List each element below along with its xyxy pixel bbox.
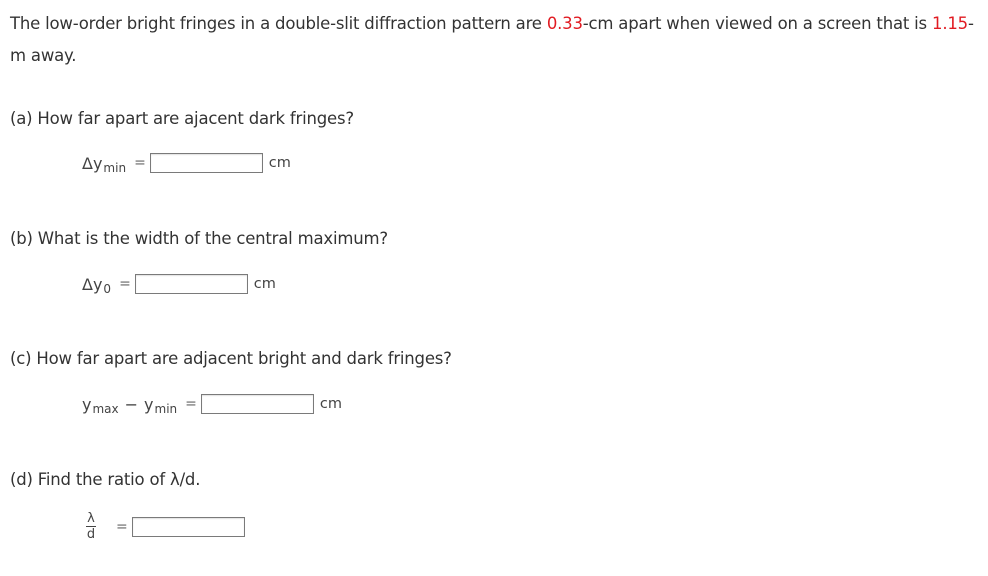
zero-subscript: 0 <box>103 281 112 296</box>
unit-label-b: cm <box>253 276 276 292</box>
problem-statement <box>10 8 980 72</box>
min-subscript: min <box>154 401 178 416</box>
intro-text-2: -cm apart when viewed on a screen that is <box>582 14 933 33</box>
min-subscript: min <box>103 160 127 175</box>
answer-row-d <box>86 512 245 541</box>
y-symbol: y <box>82 394 92 414</box>
y-symbol: y <box>144 394 154 414</box>
question-d: (d) Find the ratio of λ/d. <box>10 470 201 489</box>
question-a: (a) How far apart are ajacent dark fringes? <box>10 109 354 128</box>
unit-label-a: cm <box>268 155 291 171</box>
ymax-minus-ymin-label <box>82 395 177 414</box>
delta-y-symbol: Δy <box>82 153 103 173</box>
answer-row-a <box>82 153 291 173</box>
answer-b-input[interactable] <box>135 274 248 294</box>
answer-row-b <box>82 274 276 294</box>
equals-sign: = <box>119 276 131 292</box>
lambda-symbol: λ <box>87 511 95 526</box>
equals-sign: = <box>185 396 197 412</box>
lambda-over-d-fraction <box>86 512 96 541</box>
intro-text-1: The low-order bright fringes in a double-slit diffraction pattern are <box>10 14 547 33</box>
answer-a-input[interactable] <box>150 153 263 173</box>
answer-d-input[interactable] <box>132 517 245 537</box>
delta-y-symbol: Δy <box>82 274 103 294</box>
d-symbol: d <box>86 527 96 542</box>
answer-row-c <box>82 394 342 414</box>
equals-sign: = <box>134 155 146 171</box>
max-subscript: max <box>92 401 119 416</box>
screen-distance-value: 1.15 <box>932 14 968 33</box>
unit-label-c: cm <box>319 396 342 412</box>
delta-y0-label <box>82 275 111 294</box>
equals-sign: = <box>116 518 128 535</box>
fringe-spacing-value: 0.33 <box>546 14 583 33</box>
answer-c-input[interactable] <box>201 394 314 414</box>
delta-y-min-label <box>82 154 126 173</box>
question-c: (c) How far apart are adjacent bright and dark fringes? <box>10 349 452 368</box>
minus-sign: − <box>124 394 139 414</box>
question-b: (b) What is the width of the central maximum? <box>10 229 388 248</box>
intro-text-3: -m away. <box>10 14 974 65</box>
